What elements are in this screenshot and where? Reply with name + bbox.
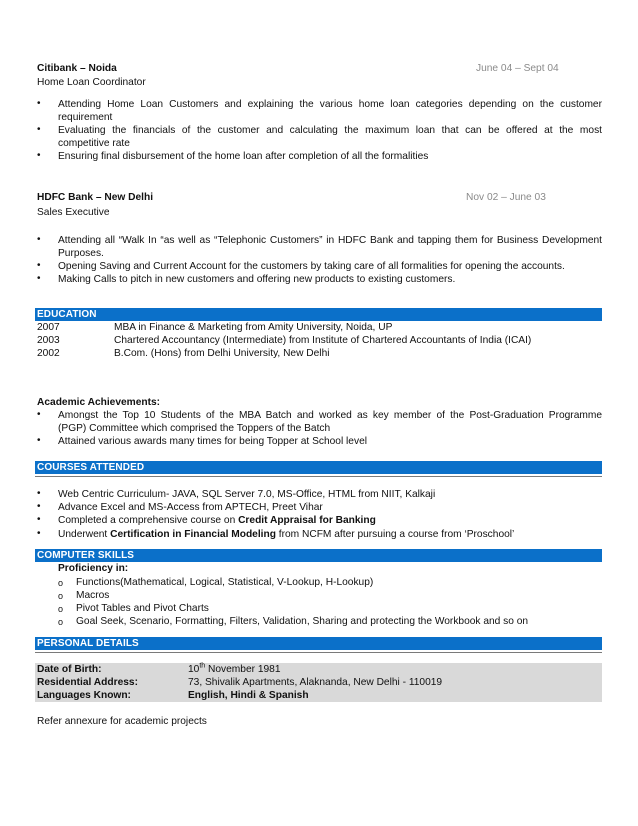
bullet-dot: • [37,124,41,135]
dob-value: 10th November 1981 [188,662,281,675]
course-3: Completed a comprehensive course on Credit Appraisal for Banking [58,515,376,526]
course-2: Advance Excel and MS-Access from APTECH, Preet Vihar [58,502,323,513]
achievement-2: Attained various awards many times for being Topper at School level [58,436,367,447]
citibank-period: June 04 – Sept 04 [476,63,559,74]
hdfc-employer: HDFC Bank – New Delhi [37,192,154,203]
citibank-role: Home Loan Coordinator [37,77,146,88]
bullet-dot: • [37,273,41,284]
skills-heading: COMPUTER SKILLS [35,549,602,562]
course-1: Web Centric Curriculum- JAVA, SQL Server 7.0, MS-Office, HTML from NIIT, Kalkaji [58,489,436,500]
section-divider [35,476,602,477]
bullet-dot: • [37,514,41,525]
dob-label: Date of Birth: [37,664,102,675]
skill-4: Goal Seek, Scenario, Formatting, Filters, Validation, Sharing and protecting the Workbook and so on [76,616,529,627]
personal-heading: PERSONAL DETAILS [35,637,602,650]
citibank-employer: Citibank – Noida [37,63,117,74]
circle-bullet-icon: o [58,591,64,601]
hdfc-period: Nov 02 – June 03 [466,192,546,203]
citibank-bullet-3: Ensuring final disbursement of the home loan after completion of all the formalities [58,151,429,162]
education-detail-2: Chartered Accountancy (Intermediate) from Institute of Chartered Accountants of India (ICAI) [114,335,532,346]
address-value: 73, Shivalik Apartments, Alaknanda, New Delhi - 110019 [188,677,443,688]
citibank-bullet-1: Attending Home Loan Customers and explaining the various home loan categories depending on the customer [58,99,602,110]
education-year-2: 2003 [37,335,60,346]
bullet-dot: • [37,150,41,161]
skills-subheading: Proficiency in: [58,563,129,574]
circle-bullet-icon: o [58,617,64,627]
hdfc-role: Sales Executive [37,207,110,218]
education-detail-3: B.Com. (Hons) from Delhi University, New Delhi [114,348,330,359]
detail-row-background [35,663,602,676]
bullet-dot: • [37,528,41,539]
education-year-3: 2002 [37,348,60,359]
citibank-bullet-2: Evaluating the financials of the customer and calculating the maximum loan that can be offered at the most [58,125,602,136]
achievements-heading: Academic Achievements: [37,397,161,408]
hdfc-bullet-3: Making Calls to pitch in new customers and offering new products to existing customers. [58,274,456,285]
achievement-1: Amongst the Top 10 Students of the MBA Batch and worked as key member of the Post-Graduation Programme [58,410,602,421]
footer-note: Refer annexure for academic projects [37,716,207,727]
bullet-dot: • [37,409,41,420]
education-detail-1: MBA in Finance & Marketing from Amity University, Noida, UP [114,322,393,333]
skill-1: Functions(Mathematical, Logical, Statistical, V-Lookup, H-Lookup) [76,577,374,588]
citibank-bullet-1-cont: requirement [58,112,113,123]
education-heading: EDUCATION [35,308,602,321]
skill-3: Pivot Tables and Pivot Charts [76,603,209,614]
hdfc-bullet-1-cont: Purposes. [58,248,104,259]
bullet-dot: • [37,260,41,271]
bullet-dot: • [37,234,41,245]
hdfc-bullet-1: Attending all “Walk In “as well as “Telephonic Customers” in HDFC Bank and tapping them for Business Development [58,235,602,246]
skill-2: Macros [76,590,110,601]
bullet-dot: • [37,435,41,446]
languages-value: English, Hindi & Spanish [188,690,309,701]
bullet-dot: • [37,98,41,109]
course-4: Underwent Certification in Financial Modeling from NCFM after pursuing a course from ‘Proschool’ [58,529,515,540]
hdfc-bullet-2: Opening Saving and Current Account for the customers by taking care of all formalities for opening the accounts. [58,261,565,272]
bullet-dot: • [37,501,41,512]
languages-label: Languages Known: [37,690,131,701]
courses-heading: COURSES ATTENDED [35,461,602,474]
education-year-1: 2007 [37,322,60,333]
bullet-dot: • [37,488,41,499]
section-divider [35,652,602,653]
achievement-1-cont: (PGP) Committee which comprised the Toppers of the Batch [58,423,331,434]
circle-bullet-icon: o [58,578,64,588]
citibank-bullet-2-cont: competitive rate [58,138,130,149]
address-label: Residential Address: [37,677,138,688]
circle-bullet-icon: o [58,604,64,614]
